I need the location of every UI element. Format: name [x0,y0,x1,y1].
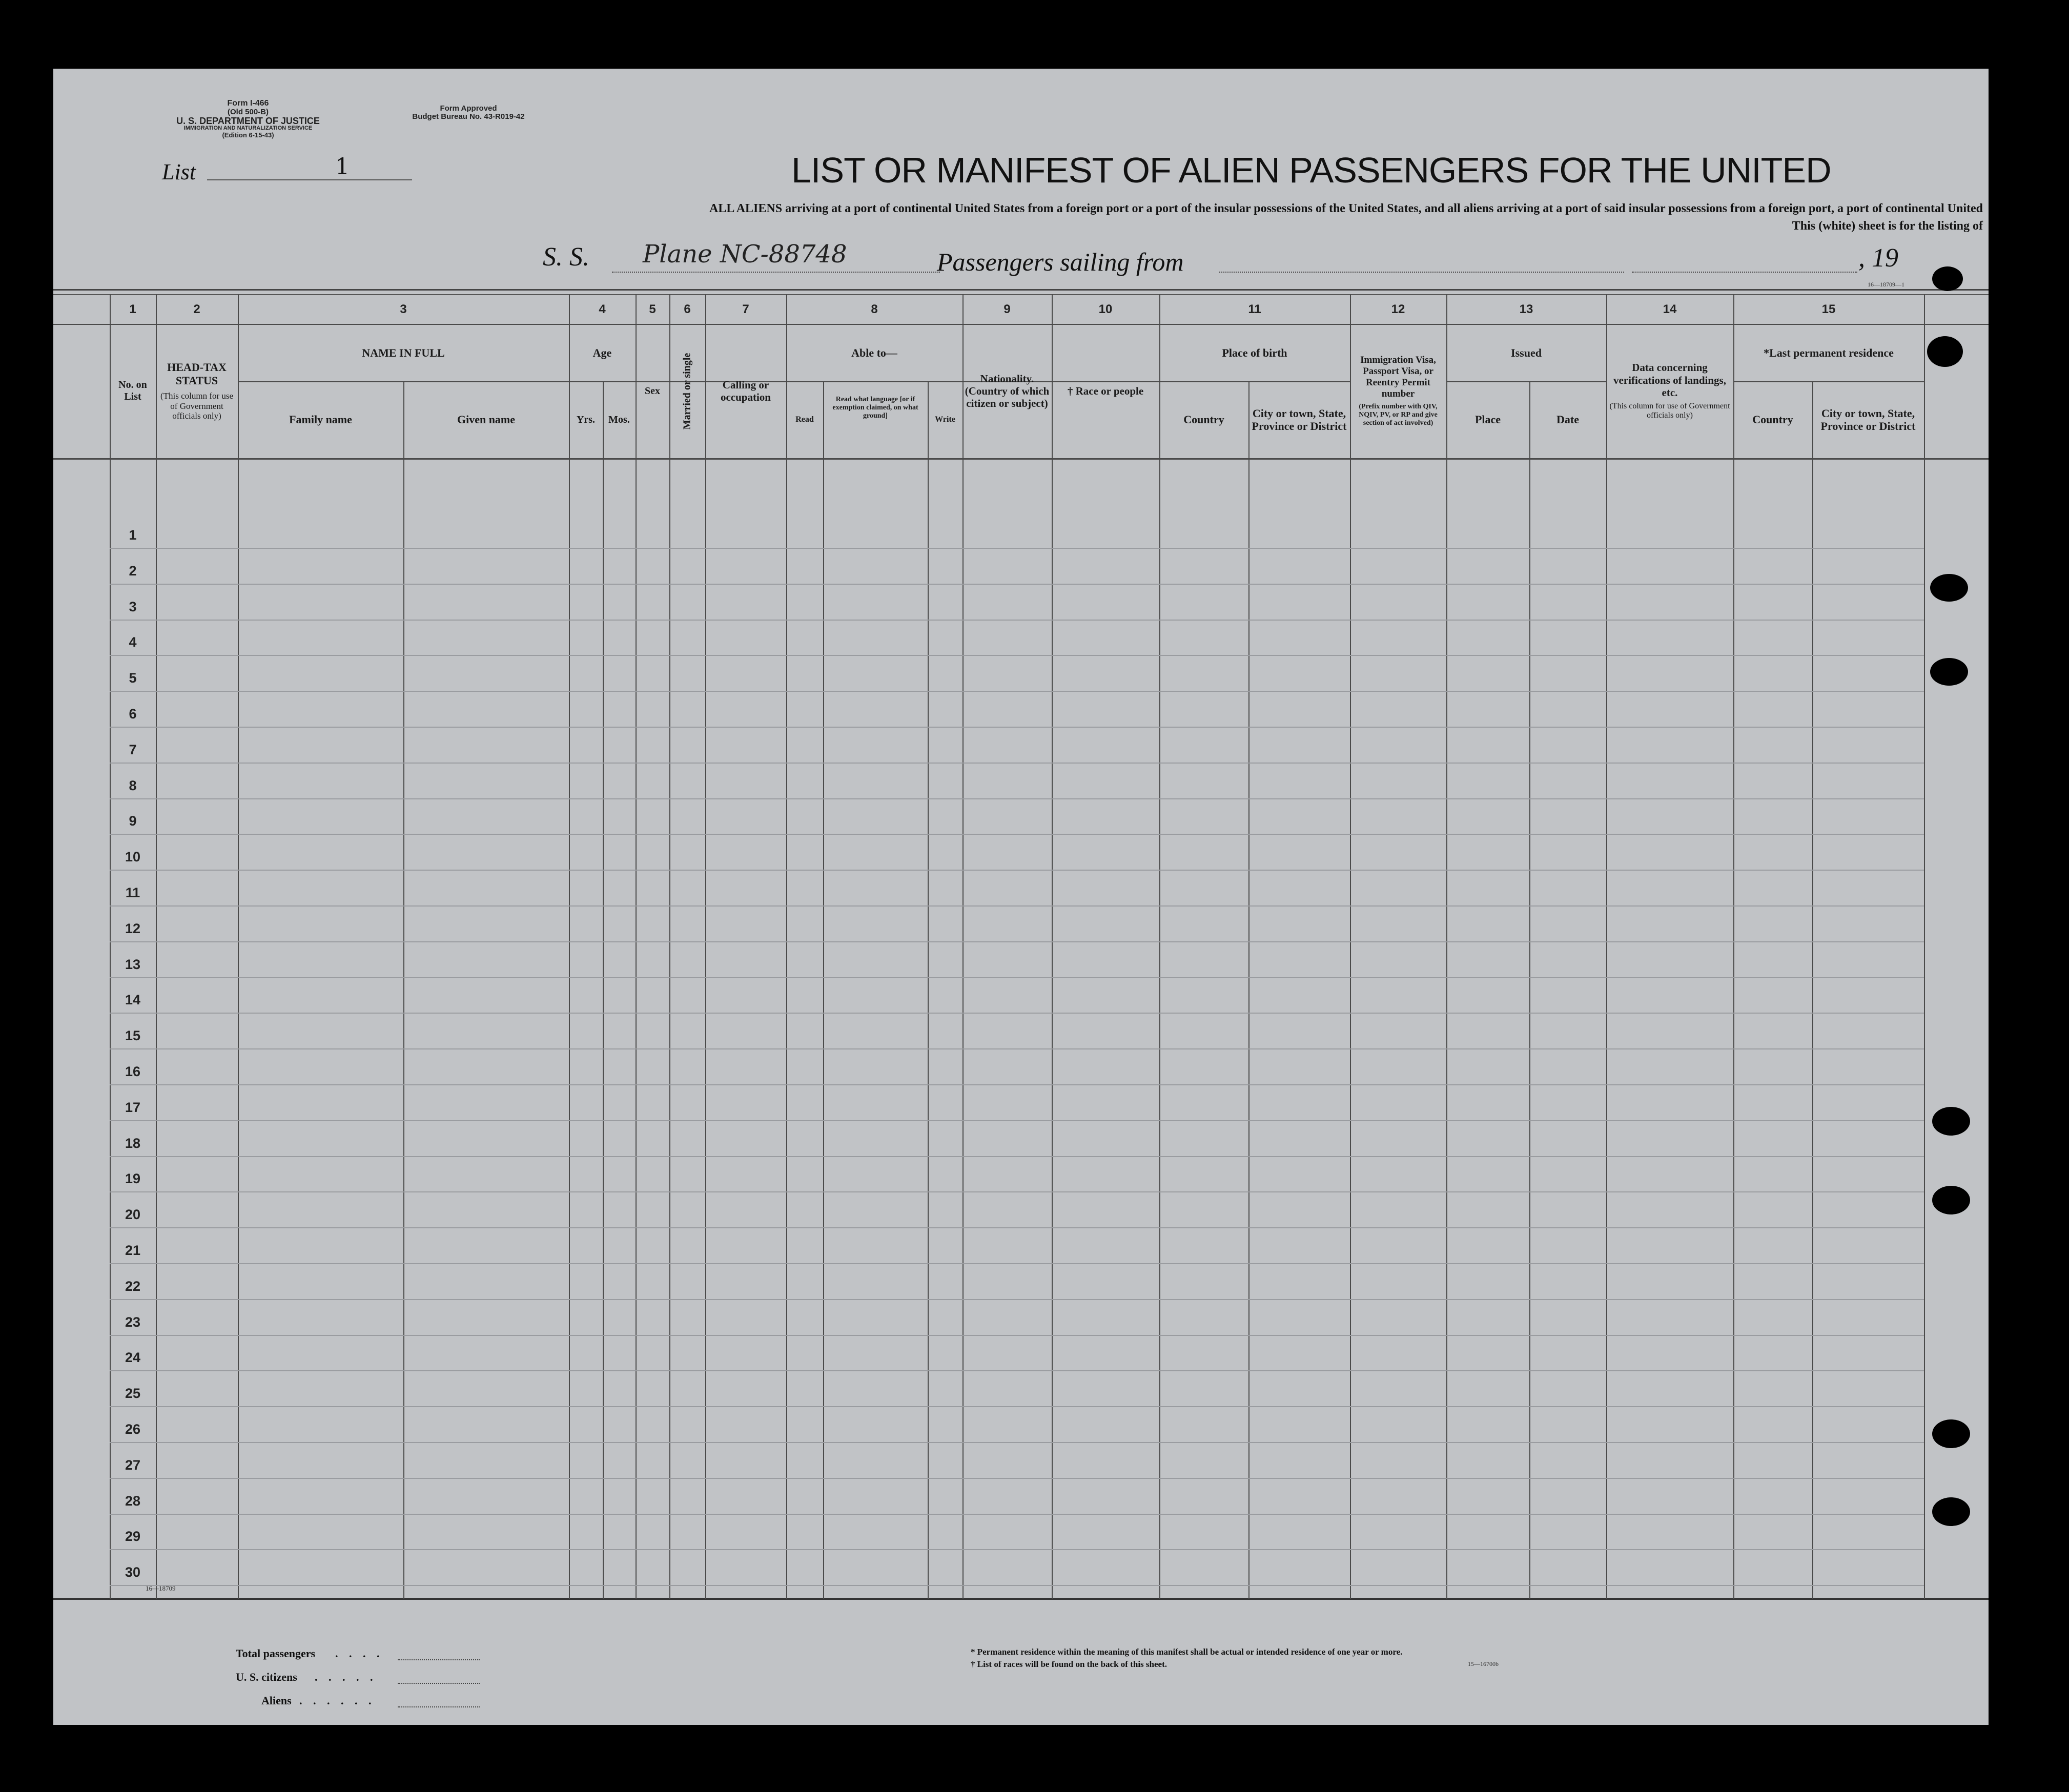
col-border-14 [1733,294,1734,1599]
col-border-12 [1446,294,1447,1599]
colnum-3: 3 [400,302,407,316]
footnote-residence: * Permanent residence within the meaning of this manifest shall be actual or intended residence of one year or more. [971,1647,1403,1657]
header-family-name: Family name [289,413,352,426]
header-read: Read [795,415,814,424]
header-married-text: Married or single [681,353,693,429]
row-number: 3 [129,599,137,614]
col-border-13a [1529,381,1530,1599]
colnum-4: 4 [599,302,606,316]
header-write: Write [935,415,955,424]
header-given-name: Given name [457,413,516,426]
table-row-line [110,1263,1924,1264]
table-top-rule-2 [53,294,1989,295]
colnum-15: 15 [1821,302,1836,316]
approval-line-2: Budget Bureau No. 43-R019-42 [412,112,525,121]
row-number: 18 [125,1135,141,1151]
form-old-number: (Old 500-B) [227,107,269,116]
col-border-2 [238,294,239,1599]
header-visa: Immigration Visa, Passport Visa, or Reentry Permit number [1360,355,1436,399]
header-birth-city: City or town, State, Province or District [1252,406,1347,432]
colnum-13: 13 [1519,302,1533,316]
table-row-line [110,1299,1924,1300]
punch-hole-8 [1932,1497,1970,1526]
us-citizens-field[interactable] [398,1683,480,1684]
row-number: 28 [125,1493,141,1509]
sailing-label: Passengers sailing from [937,248,1184,276]
aliens-dots: . . . . . . [299,1694,376,1707]
row-number: 21 [125,1243,141,1258]
ss-label: S. S. [543,242,589,272]
colnum-14: 14 [1663,302,1677,316]
header-data-note: (This column for use of Government officials only) [1609,401,1730,420]
header-last-residence: *Last permanent residence [1764,346,1894,360]
header-read-language: Read what language [or if exemption claimed, on what ground] [832,395,918,420]
header-sex: Sex [645,385,660,397]
header-mos: Mos. [608,414,630,425]
print-code-top: 16—18709—1 [1868,281,1904,288]
table-row-line [110,870,1924,871]
punch-hole-7 [1932,1419,1970,1448]
header-bottom-rule [53,458,1989,460]
punch-hole-4 [1930,658,1968,686]
department: U. S. DEPARTMENT OF JUSTICE [176,115,320,126]
approval-line-1: Form Approved [440,104,497,113]
footnote-races: † List of races will be found on the back of this sheet. [971,1659,1167,1669]
col-border-11a [1248,381,1249,1599]
table-row-line [110,1048,1924,1049]
table-top-rule [53,289,1989,291]
punch-hole-3 [1930,574,1968,602]
row-number: 12 [125,920,141,936]
colnum-9: 9 [1003,302,1011,316]
col-border-4a [603,381,604,1599]
col-border-a [110,294,111,1599]
table-row-line [110,941,1924,942]
row-number: 26 [125,1422,141,1437]
row-number: 11 [125,885,140,900]
col-border-6 [705,294,706,1599]
row-number: 13 [125,956,141,972]
table-row-line [110,763,1924,764]
table-row-line [110,1406,1924,1407]
row-number: 20 [125,1207,141,1223]
table-row-line [110,691,1924,692]
row-number: 22 [125,1278,141,1294]
row-number: 25 [125,1386,141,1402]
header-data-concerning: Data concerning verifications of landings, etc. [1613,361,1726,399]
us-citizens-label: U. S. citizens [236,1671,297,1683]
print-code-left: 16—18709 [146,1584,176,1592]
colnum-8: 8 [871,302,878,316]
col-border-8b [928,381,929,1599]
aliens-label: Aliens [261,1694,292,1707]
row-number: 17 [125,1099,141,1115]
row-number: 4 [129,634,137,650]
row-number: 2 [129,563,137,579]
header-race: † Race or people [1067,384,1144,397]
total-passengers-dots: . . . . [335,1647,384,1660]
row-number: 14 [125,992,141,1008]
header-issued-place: Place [1474,413,1501,426]
header-head-tax-block [158,325,236,457]
instructions-line-1: ALL ALIENS arriving at a port of continental United States from a foreign port or a port of the insular possessions of the United States, and all aliens arriving at a port of said insular possessions from a foreign port, a port of continental United [709,202,1983,215]
col-border-8a [823,381,824,1599]
form-block [156,99,340,139]
col-border-8 [962,294,964,1599]
row-number: 24 [125,1350,141,1366]
row-number: 27 [125,1457,141,1473]
header-data-block [1608,325,1731,457]
col-border-11 [1350,294,1351,1599]
colnum-5: 5 [649,302,656,316]
table-row-line [110,584,1924,585]
total-passengers-label: Total passengers [236,1647,316,1660]
total-passengers-field[interactable] [398,1659,480,1660]
col-border-3a [403,381,404,1599]
col-border-15a [1812,381,1813,1599]
header-res-city: City or town, State, Province or District [1820,406,1916,432]
colnum-11: 11 [1248,302,1261,316]
table-row-line [110,1335,1924,1336]
table-row-line [110,977,1924,978]
row-number: 15 [125,1028,141,1044]
header-birth-country: Country [1183,413,1224,426]
punch-hole-1 [1932,266,1963,291]
print-code-bottom: 15—16700b [1468,1660,1499,1667]
table-row-line [110,548,1924,549]
table-row-line [110,1013,1924,1014]
header-name-in-full: NAME IN FULL [362,346,445,360]
punch-hole-2 [1927,336,1963,367]
col-border-9 [1052,294,1053,1599]
header-issued: Issued [1511,346,1542,360]
header-nationality: Nationality. (Country of which citizen or subject) [965,372,1050,410]
col-border-15 [1924,294,1925,1599]
table-row-line [110,1370,1924,1371]
approval-block [381,105,556,121]
row-number: 9 [129,813,137,829]
page-title: LIST OR MANIFEST OF ALIEN PASSENGERS FOR THE UNITED [791,150,1831,190]
header-head-tax-note: (This column for use of Government officials only) [160,390,234,421]
list-field[interactable] [207,179,412,180]
row-number: 10 [125,849,141,865]
header-able-to: Able to— [851,346,897,360]
header-yrs: Yrs. [576,414,596,425]
col-border-3 [569,294,570,1599]
table-row-line [110,1227,1924,1228]
list-value: 1 [335,154,350,180]
col-border-7 [786,294,787,1599]
col-border-4 [636,294,637,1599]
row-number: 30 [125,1564,141,1580]
table-row-line [110,798,1924,799]
table-row-line [110,1478,1924,1479]
sailing-date-field[interactable] [1632,272,1857,273]
table-row-line [110,834,1924,835]
table-row-line [110,620,1924,621]
header-head-tax: HEAD-TAX STATUS [167,361,227,387]
col-border-10 [1159,294,1160,1599]
row-number: 8 [129,777,137,793]
table-row-line [110,1120,1924,1121]
punch-hole-5 [1932,1107,1970,1136]
header-res-country: Country [1752,413,1793,426]
punch-hole-6 [1932,1186,1970,1214]
colnum-6: 6 [684,302,691,316]
table-bottom-rule [53,1598,1989,1600]
table-row-line [110,1084,1924,1085]
form-id: Form I-466 [227,99,269,108]
table-row-line [110,1191,1924,1192]
ss-value: Plane NC-88748 [643,240,847,269]
list-label: List [162,159,196,184]
table-row-line [110,727,1924,728]
instructions-line-2: This (white) sheet is for the listing of [1792,219,1983,233]
header-age: Age [592,346,612,360]
header-issued-date: Date [1556,413,1579,426]
header-calling: Calling or occupation [720,378,771,403]
table-row-line [110,1156,1924,1157]
header-no-on-list: No. on List [118,379,147,402]
col-border-13 [1606,294,1607,1599]
colnum-7: 7 [742,302,749,316]
col-border-1 [156,294,157,1599]
colnum-2: 2 [193,302,200,316]
row-number: 7 [129,741,137,757]
col-border-5 [669,294,670,1599]
header-visa-note: (Prefix number with QIV, NQIV, PV, or RP and give section of act involved) [1359,402,1438,427]
row-number: 29 [125,1529,141,1544]
table-row-line [110,655,1924,656]
header-place-of-birth: Place of birth [1222,346,1287,360]
service: IMMIGRATION AND NATURALIZATION SERVICE [183,125,313,132]
row-number: 16 [125,1064,141,1079]
year-prefix: , 19 [1858,243,1898,273]
row-number: 19 [125,1171,141,1187]
row-number: 23 [125,1314,141,1330]
header-married [669,325,705,457]
row-number: 1 [129,527,137,543]
table-row-line [110,1549,1924,1550]
sailing-from-field[interactable] [1219,272,1624,273]
table-row-line [110,905,1924,907]
edition: (Edition 6-15-43) [222,131,274,139]
colnum-10: 10 [1098,302,1113,316]
colnum-12: 12 [1391,302,1405,316]
row-number: 6 [129,706,137,722]
header-visa-block [1352,325,1444,457]
aliens-field[interactable] [398,1706,480,1707]
ss-field[interactable] [612,272,940,273]
table-row-line [110,1585,1924,1586]
table-row-line [110,1514,1924,1515]
manifest-sheet [53,69,1989,1725]
colnum-1: 1 [129,302,136,316]
us-citizens-dots: . . . . . [315,1671,377,1683]
row-number: 5 [129,670,137,686]
table-row-line [110,1442,1924,1443]
